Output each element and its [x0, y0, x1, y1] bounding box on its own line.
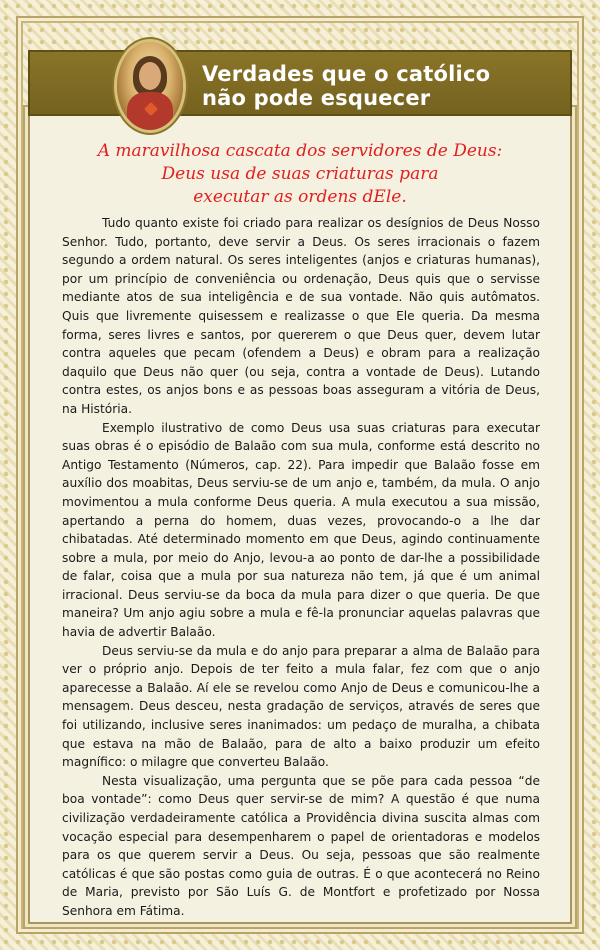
- subtitle-line: Deus usa de suas criaturas para: [161, 164, 439, 184]
- paragraph: Deus serviu-se da mula e do anjo para preparar a alma de Balaão para ver o próprio anjo. Depois de ter feito a mula falar, fez com que o anjo aparecesse a Balaão. Aí ele se revelou como Anjo de Deus e comunicou-lhe a mensagem. Deus desceu, nesta gradação de serviços, através de seres que foi utilizando, inclusive seres inanimados: um pedaço de muralha, a chibata que estava na mão de Balaão, para de alto a baixo produzir um efeito magnífico: o milagre que converteu Balaão.: [62, 643, 540, 770]
- article-subtitle: [50, 140, 550, 209]
- portrait-face: [139, 62, 161, 90]
- subtitle-line: executar as ordens dEle.: [193, 187, 407, 207]
- paragraph: Exemplo ilustrativo de como Deus usa suas criaturas para executar suas obras é o episódio de Balaão com sua mula, conforme está descrito no Antigo Testamento (Números, cap. 22). Para impedir que Balaão fosse em auxílio dos moabitas, Deus serviu-se de um anjo e, também, da mula. O anjo movimentou a mula conforme Deus queria. A mula executou a sua missão, apertando a perna do homem, duas vezes, provocando-o a lhe dar chibatadas. Até determinado momento em que Deus, agindo continuamente sobre a mula, por meio do Anjo, levou-a ao ponto de dar-lhe a possibilidade de falar, coisa que a mula por sua natureza não tem, já que é um animal irracional. Deus serviu-se da boca da mula para dizer o que queria. De que maneira? Um anjo agiu sobre a mula e fê-la pronunciar aquelas palavras que havia de advertir Balaão.: [62, 420, 540, 640]
- paragraph: Tudo quanto existe foi criado para realizar os desígnios de Deus Nosso Senhor. Tudo, portanto, deve servir a Deus. Os seres irracionais o fazem segundo a ordem natural. Os seres inteligentes (anjos e criaturas humanas), por um princípio de conveniência ou ordenação, Deus quis que o servisse mediante atos de sua inteligência e de sua vontade. Não quis autômatos. Quis que livremente quisessem e realizasse o que Ele queria. Da mesma forma, seres livres e santos, por quererem o que Deus quer, devem lutar contra aqueles que pecam (ofendem a Deus) e obram para a realização daquilo que Deus não quer (ou seja, contra a vontade de Deus). Lutando contra estes, os anjos bons e as pessoas boas asseguram a vitória de Deus, na História.: [62, 216, 540, 416]
- sacred-heart-medallion: [117, 42, 183, 130]
- subtitle-line: A maravilhosa cascata dos servidores de Deus:: [97, 141, 503, 161]
- article-body: [62, 214, 540, 921]
- paragraph: Nesta visualização, uma pergunta que se põe para cada pessoa “de boa vontade”: como Deus quer servir-se de mim? A questão é que numa civilização verdadeiramente católica a Providência divina suscita almas com vocação especial para desempenharem o papel de orientadoras e modelos para os que querem servir a Deus. Ou seja, pessoas que são realmente católicas é que são postas como guia de outras. É o que acontecerá no Reino de Maria, previsto por São Luís G. de Montfort e profetizado por Nossa Senhora em Fátima.: [62, 773, 540, 918]
- page-title: Verdades que o católico não pode esquecer: [202, 62, 491, 110]
